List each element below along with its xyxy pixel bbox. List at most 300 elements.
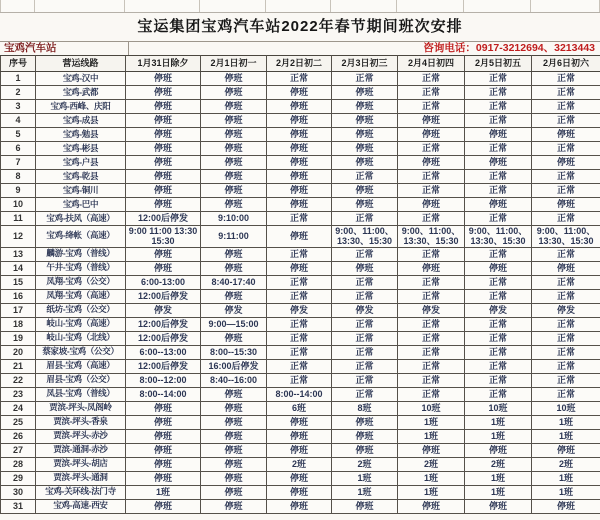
schedule-cell: 正常 bbox=[267, 373, 332, 387]
schedule-cell: 6:00--13:00 bbox=[126, 345, 201, 359]
schedule-cell: 停班 bbox=[332, 100, 398, 114]
route-name: 宝鸡-关环线-法门寺 bbox=[36, 485, 126, 499]
schedule-cell: 停班 bbox=[201, 429, 267, 443]
table-row bbox=[1, 415, 600, 429]
schedule-cell: 停班 bbox=[201, 142, 267, 156]
schedule-cell: 1班 bbox=[332, 485, 398, 499]
schedule-cell: 2班 bbox=[332, 457, 398, 471]
schedule-cell: 正常 bbox=[465, 170, 532, 184]
schedule-cell: 正常 bbox=[267, 289, 332, 303]
row-number: 25 bbox=[1, 415, 36, 429]
schedule-cell: 8:00--12:00 bbox=[126, 373, 201, 387]
schedule-cell: 6班 bbox=[267, 401, 332, 415]
schedule-cell: 停班 bbox=[465, 499, 532, 513]
route-name: 岐山-宝鸡（北线） bbox=[36, 331, 126, 345]
row-number: 27 bbox=[1, 443, 36, 457]
schedule-cell: 9:10:00 bbox=[201, 212, 267, 226]
schedule-cell: 8班 bbox=[332, 401, 398, 415]
schedule-cell: 正常 bbox=[532, 317, 600, 331]
schedule-cell: 正常 bbox=[332, 359, 398, 373]
schedule-cell: 正常 bbox=[465, 345, 532, 359]
table-row bbox=[1, 128, 600, 142]
schedule-cell: 9:00—15:00 bbox=[201, 317, 267, 331]
table-row bbox=[1, 499, 600, 513]
schedule-cell: 10班 bbox=[398, 401, 465, 415]
schedule-cell: 12:00后停发 bbox=[126, 331, 201, 345]
schedule-cell: 停班 bbox=[201, 170, 267, 184]
schedule-cell: 正常 bbox=[267, 212, 332, 226]
schedule-cell: 正常 bbox=[398, 86, 465, 100]
schedule-cell: 停班 bbox=[201, 415, 267, 429]
schedule-cell: 正常 bbox=[332, 331, 398, 345]
table-row bbox=[1, 387, 600, 401]
schedule-cell: 停班 bbox=[267, 184, 332, 198]
route-name: 宝鸡-巴中 bbox=[36, 198, 126, 212]
table-row bbox=[1, 170, 600, 184]
schedule-cell: 正常 bbox=[465, 212, 532, 226]
schedule-cell: 正常 bbox=[532, 86, 600, 100]
route-name: 眉县-宝鸡（高速） bbox=[36, 359, 126, 373]
table-row bbox=[1, 359, 600, 373]
schedule-cell: 2班 bbox=[465, 457, 532, 471]
schedule-cell: 停班 bbox=[267, 170, 332, 184]
schedule-cell: 停班 bbox=[126, 114, 201, 128]
schedule-cell: 正常 bbox=[398, 170, 465, 184]
route-name: 宝鸡-武都 bbox=[36, 86, 126, 100]
schedule-cell: 停班 bbox=[201, 114, 267, 128]
schedule-cell: 停班 bbox=[532, 156, 600, 170]
schedule-cell: 停班 bbox=[126, 72, 201, 86]
route-name: 宝鸡-西峰、庆阳 bbox=[36, 100, 126, 114]
schedule-cell: 1班 bbox=[398, 485, 465, 499]
route-name: 贾滨-坪头-赤沙 bbox=[36, 429, 126, 443]
schedule-cell: 正常 bbox=[465, 317, 532, 331]
schedule-cell: 停发 bbox=[465, 303, 532, 317]
schedule-cell: 停班 bbox=[267, 142, 332, 156]
schedule-cell: 正常 bbox=[332, 345, 398, 359]
schedule-cell: 正常 bbox=[332, 170, 398, 184]
schedule-cell: 1班 bbox=[398, 415, 465, 429]
schedule-cell: 正常 bbox=[465, 184, 532, 198]
schedule-cell: 9:00、11:00、13:30、15:30 bbox=[332, 226, 398, 248]
schedule-cell: 停班 bbox=[267, 226, 332, 248]
schedule-cell: 2班 bbox=[267, 457, 332, 471]
schedule-cell: 10班 bbox=[465, 401, 532, 415]
table-row bbox=[1, 317, 600, 331]
schedule-cell: 停班 bbox=[126, 156, 201, 170]
schedule-cell: 停班 bbox=[398, 499, 465, 513]
route-name: 宝鸡-乾县 bbox=[36, 170, 126, 184]
route-name: 凤县-宝鸡（普线） bbox=[36, 387, 126, 401]
table-row bbox=[1, 303, 600, 317]
schedule-cell: 停班 bbox=[398, 261, 465, 275]
schedule-cell: 正常 bbox=[398, 359, 465, 373]
table-row bbox=[1, 485, 600, 499]
schedule-cell: 停班 bbox=[267, 499, 332, 513]
schedule-cell: 停班 bbox=[126, 184, 201, 198]
schedule-cell: 正常 bbox=[532, 184, 600, 198]
route-name: 贾滨-坪头-胡店 bbox=[36, 457, 126, 471]
schedule-cell: 正常 bbox=[267, 331, 332, 345]
row-number: 11 bbox=[1, 212, 36, 226]
row-number: 17 bbox=[1, 303, 36, 317]
schedule-cell: 停班 bbox=[398, 156, 465, 170]
table-row bbox=[1, 373, 600, 387]
route-name: 贾滨-坪头-凤阁岭 bbox=[36, 401, 126, 415]
row-number: 14 bbox=[1, 261, 36, 275]
row-number: 4 bbox=[1, 114, 36, 128]
header-row bbox=[1, 56, 600, 72]
table-row bbox=[1, 345, 600, 359]
schedule-cell: 停发 bbox=[126, 303, 201, 317]
route-name: 凤翔-宝鸡（公交） bbox=[36, 275, 126, 289]
route-name: 麟游-宝鸡（普线） bbox=[36, 247, 126, 261]
schedule-cell: 正常 bbox=[332, 72, 398, 86]
schedule-cell: 停班 bbox=[126, 198, 201, 212]
schedule-cell: 停班 bbox=[201, 100, 267, 114]
schedule-cell: 停班 bbox=[398, 198, 465, 212]
schedule-cell: 停班 bbox=[332, 184, 398, 198]
table-row bbox=[1, 401, 600, 415]
schedule-body bbox=[1, 72, 600, 514]
schedule-cell: 8:40--16:00 bbox=[201, 373, 267, 387]
schedule-cell: 停班 bbox=[267, 443, 332, 457]
top-grid-strip bbox=[0, 0, 600, 13]
schedule-cell: 2班 bbox=[398, 457, 465, 471]
route-name: 宝鸡-绛帐（高速） bbox=[36, 226, 126, 248]
route-name: 凤翔-宝鸡（高速） bbox=[36, 289, 126, 303]
schedule-cell: 正常 bbox=[465, 331, 532, 345]
schedule-cell: 1班 bbox=[465, 485, 532, 499]
schedule-cell: 停班 bbox=[126, 401, 201, 415]
schedule-cell: 停班 bbox=[201, 289, 267, 303]
row-number: 16 bbox=[1, 289, 36, 303]
schedule-cell: 9:00、11:00、13:30、15:30 bbox=[532, 226, 600, 248]
schedule-cell: 正常 bbox=[398, 72, 465, 86]
schedule-cell: 停班 bbox=[465, 198, 532, 212]
schedule-cell: 停班 bbox=[201, 128, 267, 142]
route-name: 宝鸡-勉县 bbox=[36, 128, 126, 142]
schedule-cell: 9:00、11:00、13:30、15:30 bbox=[398, 226, 465, 248]
schedule-cell: 正常 bbox=[465, 275, 532, 289]
schedule-cell: 停班 bbox=[332, 443, 398, 457]
schedule-cell: 1班 bbox=[465, 429, 532, 443]
column-header-1: 营运线路 bbox=[36, 56, 126, 72]
schedule-cell: 正常 bbox=[532, 359, 600, 373]
table-row bbox=[1, 212, 600, 226]
schedule-cell: 停班 bbox=[267, 198, 332, 212]
schedule-cell: 停班 bbox=[267, 128, 332, 142]
phone-label: 咨询电话：0917-3212694、3213443 bbox=[423, 42, 595, 54]
column-header-8: 2月6日初六 bbox=[532, 56, 600, 72]
schedule-cell: 正常 bbox=[465, 86, 532, 100]
schedule-cell: 正常 bbox=[398, 212, 465, 226]
schedule-cell: 正常 bbox=[332, 373, 398, 387]
schedule-cell: 停班 bbox=[332, 128, 398, 142]
schedule-cell: 停班 bbox=[532, 198, 600, 212]
schedule-cell: 正常 bbox=[532, 331, 600, 345]
row-number: 18 bbox=[1, 317, 36, 331]
schedule-cell: 停班 bbox=[532, 261, 600, 275]
schedule-cell: 停班 bbox=[465, 128, 532, 142]
table-row bbox=[1, 156, 600, 170]
schedule-cell: 停班 bbox=[267, 429, 332, 443]
schedule-cell: 1班 bbox=[398, 471, 465, 485]
schedule-cell: 停班 bbox=[332, 198, 398, 212]
schedule-cell: 正常 bbox=[332, 275, 398, 289]
schedule-cell: 停班 bbox=[201, 485, 267, 499]
schedule-cell: 正常 bbox=[532, 289, 600, 303]
schedule-cell: 停班 bbox=[126, 429, 201, 443]
schedule-cell: 停班 bbox=[332, 156, 398, 170]
schedule-cell: 正常 bbox=[267, 247, 332, 261]
route-name: 贾滨-坪头-香泉 bbox=[36, 415, 126, 429]
row-number: 15 bbox=[1, 275, 36, 289]
row-number: 19 bbox=[1, 331, 36, 345]
schedule-cell: 正常 bbox=[465, 72, 532, 86]
schedule-cell: 正常 bbox=[332, 212, 398, 226]
schedule-cell: 1班 bbox=[126, 485, 201, 499]
schedule-cell: 12:00后停发 bbox=[126, 359, 201, 373]
schedule-cell: 正常 bbox=[398, 331, 465, 345]
schedule-cell: 停班 bbox=[398, 443, 465, 457]
route-name: 宝鸡-成县 bbox=[36, 114, 126, 128]
schedule-cell: 正常 bbox=[398, 100, 465, 114]
schedule-cell: 停班 bbox=[126, 443, 201, 457]
row-number: 3 bbox=[1, 100, 36, 114]
column-header-6: 2月4日初四 bbox=[398, 56, 465, 72]
route-name: 纸坊-宝鸡（公交） bbox=[36, 303, 126, 317]
table-row bbox=[1, 72, 600, 86]
schedule-cell: 停班 bbox=[126, 142, 201, 156]
info-bar bbox=[0, 41, 600, 55]
schedule-cell: 8:00--14:00 bbox=[126, 387, 201, 401]
schedule-cell: 正常 bbox=[532, 114, 600, 128]
schedule-cell: 停班 bbox=[267, 156, 332, 170]
schedule-cell: 正常 bbox=[332, 387, 398, 401]
schedule-cell: 1班 bbox=[398, 429, 465, 443]
schedule-cell: 停班 bbox=[332, 261, 398, 275]
table-row bbox=[1, 100, 600, 114]
schedule-cell: 停班 bbox=[532, 128, 600, 142]
schedule-cell: 停班 bbox=[201, 72, 267, 86]
schedule-cell: 正常 bbox=[267, 72, 332, 86]
schedule-cell: 1班 bbox=[532, 415, 600, 429]
schedule-cell: 正常 bbox=[532, 100, 600, 114]
schedule-cell: 正常 bbox=[532, 170, 600, 184]
route-name: 宝鸡-汉中 bbox=[36, 72, 126, 86]
schedule-cell: 停班 bbox=[267, 485, 332, 499]
schedule-cell: 停班 bbox=[201, 247, 267, 261]
row-number: 30 bbox=[1, 485, 36, 499]
schedule-cell: 12:00后停发 bbox=[126, 212, 201, 226]
schedule-cell: 停班 bbox=[267, 415, 332, 429]
schedule-cell: 停班 bbox=[267, 86, 332, 100]
schedule-cell: 停发 bbox=[398, 303, 465, 317]
row-number: 28 bbox=[1, 457, 36, 471]
schedule-cell: 停班 bbox=[201, 387, 267, 401]
schedule-cell: 停班 bbox=[201, 457, 267, 471]
schedule-cell: 6:00-13:00 bbox=[126, 275, 201, 289]
schedule-cell: 停发 bbox=[532, 303, 600, 317]
schedule-cell: 正常 bbox=[267, 359, 332, 373]
table-row bbox=[1, 471, 600, 485]
schedule-cell: 停班 bbox=[126, 128, 201, 142]
row-number: 1 bbox=[1, 72, 36, 86]
schedule-cell: 停班 bbox=[267, 261, 332, 275]
row-number: 5 bbox=[1, 128, 36, 142]
schedule-cell: 停班 bbox=[126, 415, 201, 429]
schedule-cell: 1班 bbox=[465, 415, 532, 429]
column-header-0: 序号 bbox=[1, 56, 36, 72]
schedule-cell: 8:00--14:00 bbox=[267, 387, 332, 401]
route-name: 蔡家坡-宝鸡（公交） bbox=[36, 345, 126, 359]
schedule-cell: 停发 bbox=[201, 303, 267, 317]
schedule-cell: 停班 bbox=[126, 100, 201, 114]
schedule-cell: 停班 bbox=[126, 261, 201, 275]
schedule-cell: 12:00后停发 bbox=[126, 289, 201, 303]
column-header-7: 2月5日初五 bbox=[465, 56, 532, 72]
schedule-cell: 停班 bbox=[126, 170, 201, 184]
table-row bbox=[1, 184, 600, 198]
schedule-cell: 正常 bbox=[398, 184, 465, 198]
schedule-cell: 停班 bbox=[332, 86, 398, 100]
table-row bbox=[1, 443, 600, 457]
route-name: 眉县-宝鸡（公交） bbox=[36, 373, 126, 387]
column-header-2: 1月31日除夕 bbox=[126, 56, 201, 72]
column-header-4: 2月2日初二 bbox=[267, 56, 332, 72]
table-row bbox=[1, 114, 600, 128]
schedule-table bbox=[0, 55, 600, 514]
schedule-cell: 正常 bbox=[465, 359, 532, 373]
route-name: 宝鸡-户县 bbox=[36, 156, 126, 170]
schedule-cell: 正常 bbox=[532, 212, 600, 226]
schedule-cell: 停班 bbox=[465, 156, 532, 170]
schedule-cell: 正常 bbox=[465, 142, 532, 156]
schedule-cell: 正常 bbox=[532, 247, 600, 261]
row-number: 2 bbox=[1, 86, 36, 100]
row-number: 13 bbox=[1, 247, 36, 261]
schedule-cell: 正常 bbox=[532, 387, 600, 401]
schedule-cell: 停班 bbox=[465, 443, 532, 457]
table-row bbox=[1, 289, 600, 303]
row-number: 31 bbox=[1, 499, 36, 513]
schedule-cell: 正常 bbox=[267, 345, 332, 359]
row-number: 29 bbox=[1, 471, 36, 485]
table-row bbox=[1, 261, 600, 275]
route-name: 宝鸡-高速-西安 bbox=[36, 499, 126, 513]
row-number: 22 bbox=[1, 373, 36, 387]
schedule-cell: 停班 bbox=[332, 114, 398, 128]
row-number: 8 bbox=[1, 170, 36, 184]
schedule-cell: 16:00后停发 bbox=[201, 359, 267, 373]
table-row bbox=[1, 331, 600, 345]
schedule-cell: 正常 bbox=[532, 72, 600, 86]
schedule-cell: 停班 bbox=[532, 443, 600, 457]
schedule-cell: 正常 bbox=[532, 373, 600, 387]
schedule-cell: 停班 bbox=[332, 142, 398, 156]
schedule-cell: 停班 bbox=[398, 114, 465, 128]
schedule-cell: 停班 bbox=[532, 499, 600, 513]
schedule-cell: 正常 bbox=[398, 247, 465, 261]
schedule-cell: 停班 bbox=[398, 128, 465, 142]
schedule-cell: 正常 bbox=[465, 247, 532, 261]
schedule-cell: 1班 bbox=[532, 471, 600, 485]
schedule-cell: 正常 bbox=[398, 387, 465, 401]
route-name: 午井-宝鸡（普线） bbox=[36, 261, 126, 275]
schedule-cell: 停班 bbox=[201, 401, 267, 415]
schedule-cell: 停发 bbox=[332, 303, 398, 317]
table-row bbox=[1, 275, 600, 289]
schedule-cell: 正常 bbox=[532, 275, 600, 289]
route-name: 贾滨-坪头-通洞 bbox=[36, 471, 126, 485]
schedule-cell: 停班 bbox=[201, 471, 267, 485]
schedule-cell: 正常 bbox=[465, 289, 532, 303]
schedule-cell: 正常 bbox=[398, 373, 465, 387]
schedule-cell: 停班 bbox=[267, 114, 332, 128]
row-number: 26 bbox=[1, 429, 36, 443]
schedule-cell: 2班 bbox=[532, 457, 600, 471]
schedule-cell: 正常 bbox=[332, 247, 398, 261]
station-label: 宝鸡汽车站 bbox=[0, 42, 129, 55]
route-name: 岐山-宝鸡（高速） bbox=[36, 317, 126, 331]
schedule-cell: 1班 bbox=[332, 471, 398, 485]
schedule-cell: 停班 bbox=[201, 331, 267, 345]
schedule-cell: 正常 bbox=[532, 142, 600, 156]
schedule-cell: 停班 bbox=[201, 443, 267, 457]
route-name: 贾滨-通洞-赤沙 bbox=[36, 443, 126, 457]
row-number: 20 bbox=[1, 345, 36, 359]
schedule-cell: 1班 bbox=[532, 485, 600, 499]
schedule-cell: 停班 bbox=[126, 86, 201, 100]
row-number: 24 bbox=[1, 401, 36, 415]
column-header-3: 2月1日初一 bbox=[201, 56, 267, 72]
row-number: 12 bbox=[1, 226, 36, 248]
schedule-cell: 正常 bbox=[398, 275, 465, 289]
schedule-cell: 正常 bbox=[465, 373, 532, 387]
route-name: 宝鸡-扶风（高速） bbox=[36, 212, 126, 226]
table-row bbox=[1, 247, 600, 261]
schedule-cell: 9:11:00 bbox=[201, 226, 267, 248]
page-title: 宝运集团宝鸡汽车站2022年春节期间班次安排 bbox=[137, 18, 463, 35]
schedule-cell: 8:00--15:30 bbox=[201, 345, 267, 359]
schedule-cell: 停班 bbox=[201, 86, 267, 100]
schedule-cell: 正常 bbox=[267, 275, 332, 289]
schedule-cell: 停班 bbox=[201, 198, 267, 212]
schedule-cell: 停发 bbox=[267, 303, 332, 317]
schedule-cell: 正常 bbox=[267, 317, 332, 331]
table-row bbox=[1, 198, 600, 212]
row-number: 21 bbox=[1, 359, 36, 373]
row-number: 7 bbox=[1, 156, 36, 170]
schedule-cell: 正常 bbox=[332, 289, 398, 303]
column-header-5: 2月3日初三 bbox=[332, 56, 398, 72]
schedule-cell: 停班 bbox=[201, 261, 267, 275]
schedule-cell: 停班 bbox=[201, 184, 267, 198]
schedule-cell: 停班 bbox=[201, 156, 267, 170]
schedule-cell: 停班 bbox=[126, 247, 201, 261]
schedule-cell: 停班 bbox=[126, 471, 201, 485]
schedule-cell: 10班 bbox=[532, 401, 600, 415]
schedule-cell: 正常 bbox=[465, 100, 532, 114]
table-row bbox=[1, 429, 600, 443]
route-name: 宝鸡-铜川 bbox=[36, 184, 126, 198]
schedule-cell: 1班 bbox=[532, 429, 600, 443]
schedule-cell: 停班 bbox=[465, 261, 532, 275]
schedule-cell: 正常 bbox=[465, 114, 532, 128]
schedule-cell: 停班 bbox=[332, 415, 398, 429]
schedule-cell: 正常 bbox=[332, 317, 398, 331]
